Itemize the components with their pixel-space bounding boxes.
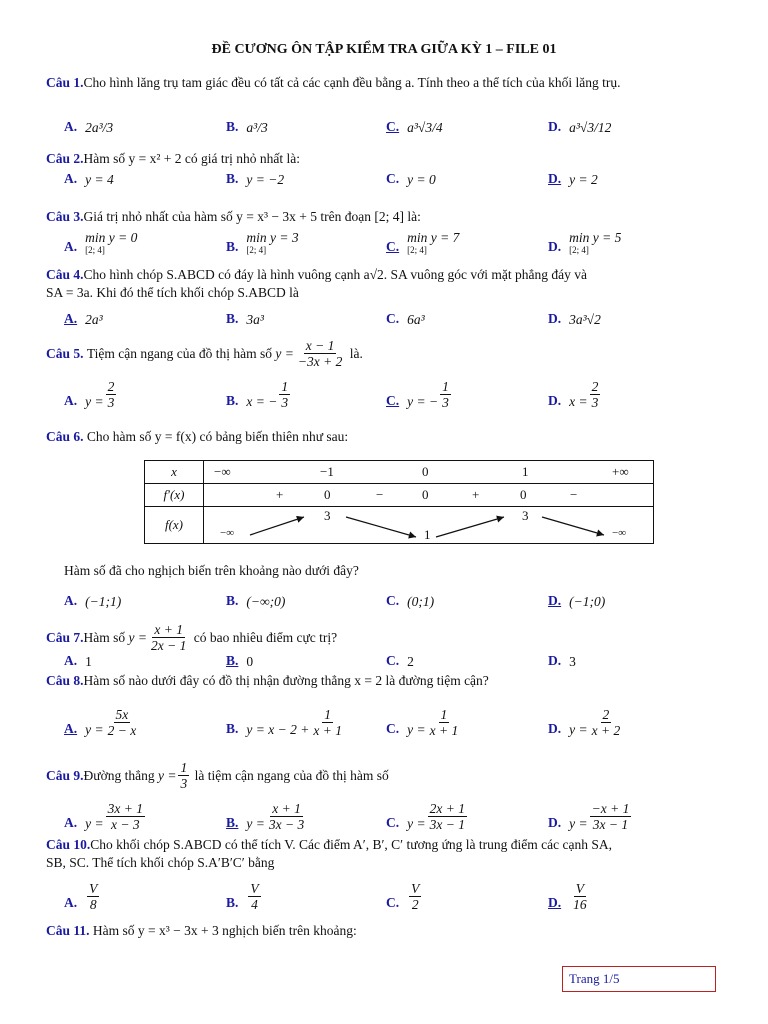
option-value: 6a³ <box>407 312 425 327</box>
question-number: Câu 6. <box>46 429 84 444</box>
option-value: 2a³ <box>85 312 103 327</box>
numerator: 1 <box>180 760 188 775</box>
option-label: B. <box>226 393 239 408</box>
option-label: C. <box>386 171 400 186</box>
question-number: Câu 5. <box>46 345 84 361</box>
option-lhs: x = <box>569 394 588 409</box>
denominator: −3x + 2 <box>297 354 343 369</box>
question-number: Câu 3. <box>46 209 84 224</box>
option-value: min y = 7 <box>407 230 460 245</box>
option-label: A. <box>64 593 78 608</box>
numerator: x + 1 <box>154 622 183 637</box>
option-b[interactable] <box>226 702 346 738</box>
option-b[interactable] <box>226 876 263 912</box>
option-d[interactable] <box>548 876 591 912</box>
option-label: A. <box>64 171 78 186</box>
f-header: f(x) <box>145 507 204 544</box>
question-text: Hàm số y = x² + 2 có giá trị nhỏ nhất là: <box>83 151 301 166</box>
option-lhs: y = <box>85 394 104 409</box>
sign: 0 <box>520 487 527 502</box>
option-b[interactable] <box>226 796 308 832</box>
page-number: Trang 1/5 <box>562 966 716 992</box>
question-text-continued: SA = 3a. Khi đó thể tích khối chóp S.ABCD là <box>46 285 299 300</box>
option-value: 3a³√2 <box>569 312 601 327</box>
option-a[interactable] <box>64 292 103 328</box>
denominator: 3x − 1 <box>592 817 629 832</box>
option-label: D. <box>548 593 562 608</box>
question-6 <box>46 428 736 446</box>
option-value: 1 <box>85 654 92 669</box>
option-label: B. <box>226 721 239 736</box>
question-8 <box>46 672 736 690</box>
function-lhs: y = <box>275 345 294 361</box>
option-fraction <box>267 801 306 832</box>
option-b[interactable] <box>226 100 268 136</box>
sign: − <box>570 487 578 502</box>
numerator: 1 <box>281 379 289 394</box>
x-value: +∞ <box>612 464 629 479</box>
option-label: A. <box>64 721 78 736</box>
question-9 <box>46 760 736 791</box>
option-value: (−1;0) <box>569 594 606 609</box>
option-fraction <box>279 379 290 410</box>
option-lhs: x = − <box>246 394 278 409</box>
question-text: Cho hình lăng trụ tam giác đều có tất cả các cạnh đều bằng a. Tính theo a thể tích của khối lăng trụ. <box>83 75 621 90</box>
option-fraction <box>248 881 260 912</box>
option-label: A. <box>64 895 78 910</box>
f-value: 3 <box>522 508 529 523</box>
interval-subscript: [2; 4] <box>246 245 267 255</box>
sign: + <box>276 487 284 502</box>
numerator: 3x + 1 <box>107 801 143 816</box>
denominator: x + 1 <box>429 723 459 738</box>
option-label: D. <box>548 239 562 254</box>
option-label: A. <box>64 119 78 134</box>
question-number: Câu 2. <box>46 151 84 166</box>
x-value: −∞ <box>214 464 231 479</box>
function-lhs: y = <box>157 767 177 783</box>
variation-table <box>144 460 654 544</box>
option-b[interactable] <box>226 574 285 610</box>
option-label: C. <box>386 119 400 134</box>
numerator: 2 <box>107 379 115 394</box>
option-value: 2a³/3 <box>85 120 114 135</box>
option-lhs: y = <box>407 722 426 737</box>
option-lhs: y = <box>569 816 588 831</box>
option-d[interactable] <box>548 152 598 188</box>
numerator: V <box>411 881 420 896</box>
denominator: 3 <box>591 395 599 410</box>
sign: 0 <box>422 487 429 502</box>
interval-subscript: [2; 4] <box>569 245 589 255</box>
function-fraction <box>296 338 344 369</box>
option-label: A. <box>64 239 78 254</box>
option-label: A. <box>64 815 78 830</box>
sign: + <box>472 487 480 502</box>
denominator: 16 <box>573 897 587 912</box>
option-label: B. <box>226 653 239 668</box>
option-c[interactable] <box>386 796 469 832</box>
option-c[interactable] <box>386 634 414 670</box>
option-label: D. <box>548 721 562 736</box>
numerator: V <box>250 881 259 896</box>
function-lhs: y = <box>128 629 147 645</box>
option-d[interactable] <box>548 796 633 832</box>
option-lhs: y = <box>569 722 588 737</box>
question-number: Câu 11. <box>46 923 90 938</box>
option-value: (−∞;0) <box>246 594 286 609</box>
option-a[interactable] <box>64 152 114 188</box>
numerator: x − 1 <box>305 338 335 353</box>
page-title: ĐỀ CƯƠNG ÔN TẬP KIỂM TRA GIỮA KỲ 1 – FILE 01 <box>211 42 557 57</box>
option-label: D. <box>548 171 562 186</box>
option-lhs: y = <box>85 816 104 831</box>
denominator: 2 <box>411 897 419 912</box>
numerator: 2x + 1 <box>429 801 465 816</box>
denominator: 3x − 1 <box>429 817 465 832</box>
option-label: C. <box>386 311 400 326</box>
option-c[interactable] <box>386 220 459 256</box>
arrow-down <box>542 517 604 535</box>
question-6-ask: Hàm số đã cho nghịch biến trên khoảng nào dưới đây? <box>64 563 359 578</box>
question-number: Câu 1. <box>46 75 84 90</box>
option-c[interactable] <box>386 374 453 410</box>
fprime-header: f′(x) <box>145 484 204 507</box>
numerator: −x + 1 <box>591 801 630 816</box>
interval-subscript: [2; 4] <box>85 245 105 255</box>
option-fraction <box>87 881 99 912</box>
option-value: a³/3 <box>246 120 268 135</box>
option-label: A. <box>64 393 78 408</box>
option-value: (0;1) <box>407 594 435 609</box>
option-label: C. <box>386 895 400 910</box>
option-fraction <box>590 379 601 410</box>
numerator: 1 <box>324 707 332 722</box>
option-fraction <box>106 801 145 832</box>
x-row <box>204 461 654 484</box>
option-a[interactable] <box>64 876 101 912</box>
option-label: C. <box>386 721 400 736</box>
question-text: Cho khối chóp S.ABCD có thể tích V. Các điểm A′, B′, C′ tương ứng là trung điểm các cạnh SA, <box>90 837 612 852</box>
option-lhs: y = <box>85 722 104 737</box>
option-c[interactable] <box>386 100 443 136</box>
option-a[interactable] <box>64 574 121 610</box>
question-5 <box>46 338 736 369</box>
option-a[interactable] <box>64 796 147 832</box>
option-a[interactable] <box>64 702 140 738</box>
question-text: Hàm số nào dưới đây có đồ thị nhận đường thẳng x = 2 là đường tiệm cận? <box>83 673 489 688</box>
interval-subscript: [2; 4] <box>407 245 427 255</box>
option-label: B. <box>226 171 239 186</box>
option-label: D. <box>548 895 562 910</box>
function-fraction <box>178 760 189 791</box>
numerator: 1 <box>440 707 448 722</box>
option-label: D. <box>548 311 562 326</box>
question-text: Đường thẳng <box>83 767 155 783</box>
x-header: x <box>145 461 204 484</box>
option-fraction <box>590 801 632 832</box>
option-value: y = −2 <box>246 172 285 187</box>
option-d[interactable] <box>548 634 576 670</box>
option-value: y = 4 <box>85 172 114 187</box>
f-value: 3 <box>324 508 331 523</box>
question-number: Câu 7. <box>46 629 84 645</box>
denominator: 3 <box>442 395 449 410</box>
option-value: y = 0 <box>407 172 436 187</box>
option-lhs: y = <box>407 816 426 831</box>
numerator: x + 1 <box>272 801 301 816</box>
question-text: Hàm số y = x³ − 3x + 3 nghịch biến trên khoảng: <box>92 923 357 938</box>
option-value: (−1;1) <box>85 594 122 609</box>
x-value: 0 <box>422 464 429 479</box>
option-fraction <box>106 707 139 738</box>
numerator: 5x <box>115 707 129 722</box>
option-fraction <box>409 881 421 912</box>
fprime-row <box>204 484 654 507</box>
option-value: a³√3/4 <box>407 120 443 135</box>
option-fraction <box>106 379 117 410</box>
numerator: 1 <box>442 379 449 394</box>
denominator: 3x − 3 <box>268 817 305 832</box>
denominator: x + 1 <box>313 723 342 738</box>
denominator: 3 <box>281 395 289 410</box>
option-d[interactable] <box>548 374 602 410</box>
option-label: B. <box>226 593 239 608</box>
option-value: 0 <box>246 654 254 669</box>
option-lhs: y = x − 2 + <box>246 722 310 737</box>
option-fraction <box>440 379 451 410</box>
option-value: 2 <box>407 654 414 669</box>
option-b[interactable] <box>226 634 253 670</box>
option-fraction <box>571 881 589 912</box>
option-label: B. <box>226 815 239 830</box>
option-value: 3 <box>569 654 576 669</box>
option-b[interactable] <box>226 374 292 410</box>
question-10 <box>46 836 736 872</box>
option-fraction <box>590 707 623 738</box>
option-a[interactable] <box>64 374 118 410</box>
option-value: y = 2 <box>569 172 598 187</box>
question-number: Câu 8. <box>46 673 84 688</box>
option-fraction <box>428 707 461 738</box>
option-value: min y = 5 <box>569 230 622 245</box>
question-number: Câu 9. <box>46 767 84 783</box>
function-fraction <box>149 622 188 653</box>
arrow-up <box>250 517 304 535</box>
option-label: C. <box>386 653 400 668</box>
option-label: B. <box>226 311 239 326</box>
sign: 0 <box>324 487 331 502</box>
option-d[interactable] <box>548 220 621 256</box>
option-label: D. <box>548 653 562 668</box>
option-label: C. <box>386 393 400 408</box>
option-c[interactable] <box>386 574 434 610</box>
option-c[interactable] <box>386 876 423 912</box>
question-number: Câu 10. <box>46 837 91 852</box>
question-number: Câu 4. <box>46 267 84 282</box>
sign: − <box>376 487 384 502</box>
question-text: Hàm số <box>83 629 126 645</box>
denominator: 4 <box>251 897 258 912</box>
denominator: 2 − x <box>107 723 137 738</box>
question-1 <box>46 74 736 92</box>
option-d[interactable] <box>548 292 601 328</box>
question-text: Cho hàm số y = f(x) có bảng biến thiên như sau: <box>86 429 349 444</box>
option-a[interactable] <box>64 634 92 670</box>
option-d[interactable] <box>548 574 605 610</box>
arrow-down <box>346 517 416 537</box>
option-b[interactable] <box>226 220 299 256</box>
question-text-after: là. <box>349 345 363 361</box>
option-value: 3a³ <box>246 312 264 327</box>
option-value: a³√3/12 <box>569 120 612 135</box>
option-label: C. <box>386 815 400 830</box>
option-label: C. <box>386 593 400 608</box>
option-label: D. <box>548 119 562 134</box>
option-c[interactable] <box>386 292 425 328</box>
option-lhs: y = − <box>407 394 439 409</box>
question-text: Tiệm cận ngang của đồ thị hàm số <box>86 345 272 361</box>
denominator: x + 2 <box>591 723 621 738</box>
denominator: x − 3 <box>110 817 140 832</box>
denominator: 3 <box>107 395 115 410</box>
option-d[interactable] <box>548 100 611 136</box>
option-label: A. <box>64 311 78 326</box>
option-label: B. <box>226 895 239 910</box>
option-c[interactable] <box>386 702 462 738</box>
option-label: B. <box>226 119 239 134</box>
question-text-continued: SB, SC. Thể tích khối chóp S.A′B′C′ bằng <box>46 855 275 870</box>
f-value: −∞ <box>220 527 235 539</box>
denominator: 3 <box>180 776 188 791</box>
question-text: Giá trị nhỏ nhất của hàm số y = x³ − 3x + 5 trên đoạn [2; 4] là: <box>83 209 421 224</box>
option-fraction <box>428 801 467 832</box>
numerator: 2 <box>591 379 599 394</box>
option-value: min y = 0 <box>85 230 138 245</box>
option-fraction <box>311 707 344 738</box>
option-lhs: y = <box>246 816 265 831</box>
option-value: min y = 3 <box>246 230 299 245</box>
option-label: C. <box>386 239 400 254</box>
numerator: V <box>575 881 584 896</box>
option-label: A. <box>64 653 78 668</box>
option-b[interactable] <box>226 152 284 188</box>
option-label: D. <box>548 393 562 408</box>
f-row <box>204 507 654 544</box>
option-a[interactable] <box>64 220 137 256</box>
numerator: 2 <box>602 707 610 722</box>
x-value: 1 <box>522 464 529 479</box>
option-d[interactable] <box>548 702 624 738</box>
f-value: 1 <box>424 527 431 542</box>
option-label: B. <box>226 239 239 254</box>
arrow-up <box>436 517 504 537</box>
question-text-after: là tiệm cận ngang của đồ thị hàm số <box>194 767 389 783</box>
question-11 <box>46 922 736 940</box>
denominator: 2x − 1 <box>151 638 187 653</box>
option-c[interactable] <box>386 152 436 188</box>
denominator: 8 <box>89 897 97 912</box>
question-text: Cho hình chóp S.ABCD có đáy là hình vuông cạnh a√2. SA vuông góc với mặt phẳng đáy và <box>83 267 588 282</box>
numerator: V <box>89 881 98 896</box>
f-value: −∞ <box>612 527 627 539</box>
option-b[interactable] <box>226 292 264 328</box>
option-label: D. <box>548 815 562 830</box>
question-text-after: có bao nhiêu điểm cực trị? <box>193 629 338 645</box>
option-a[interactable] <box>64 100 113 136</box>
x-value: −1 <box>320 464 334 479</box>
